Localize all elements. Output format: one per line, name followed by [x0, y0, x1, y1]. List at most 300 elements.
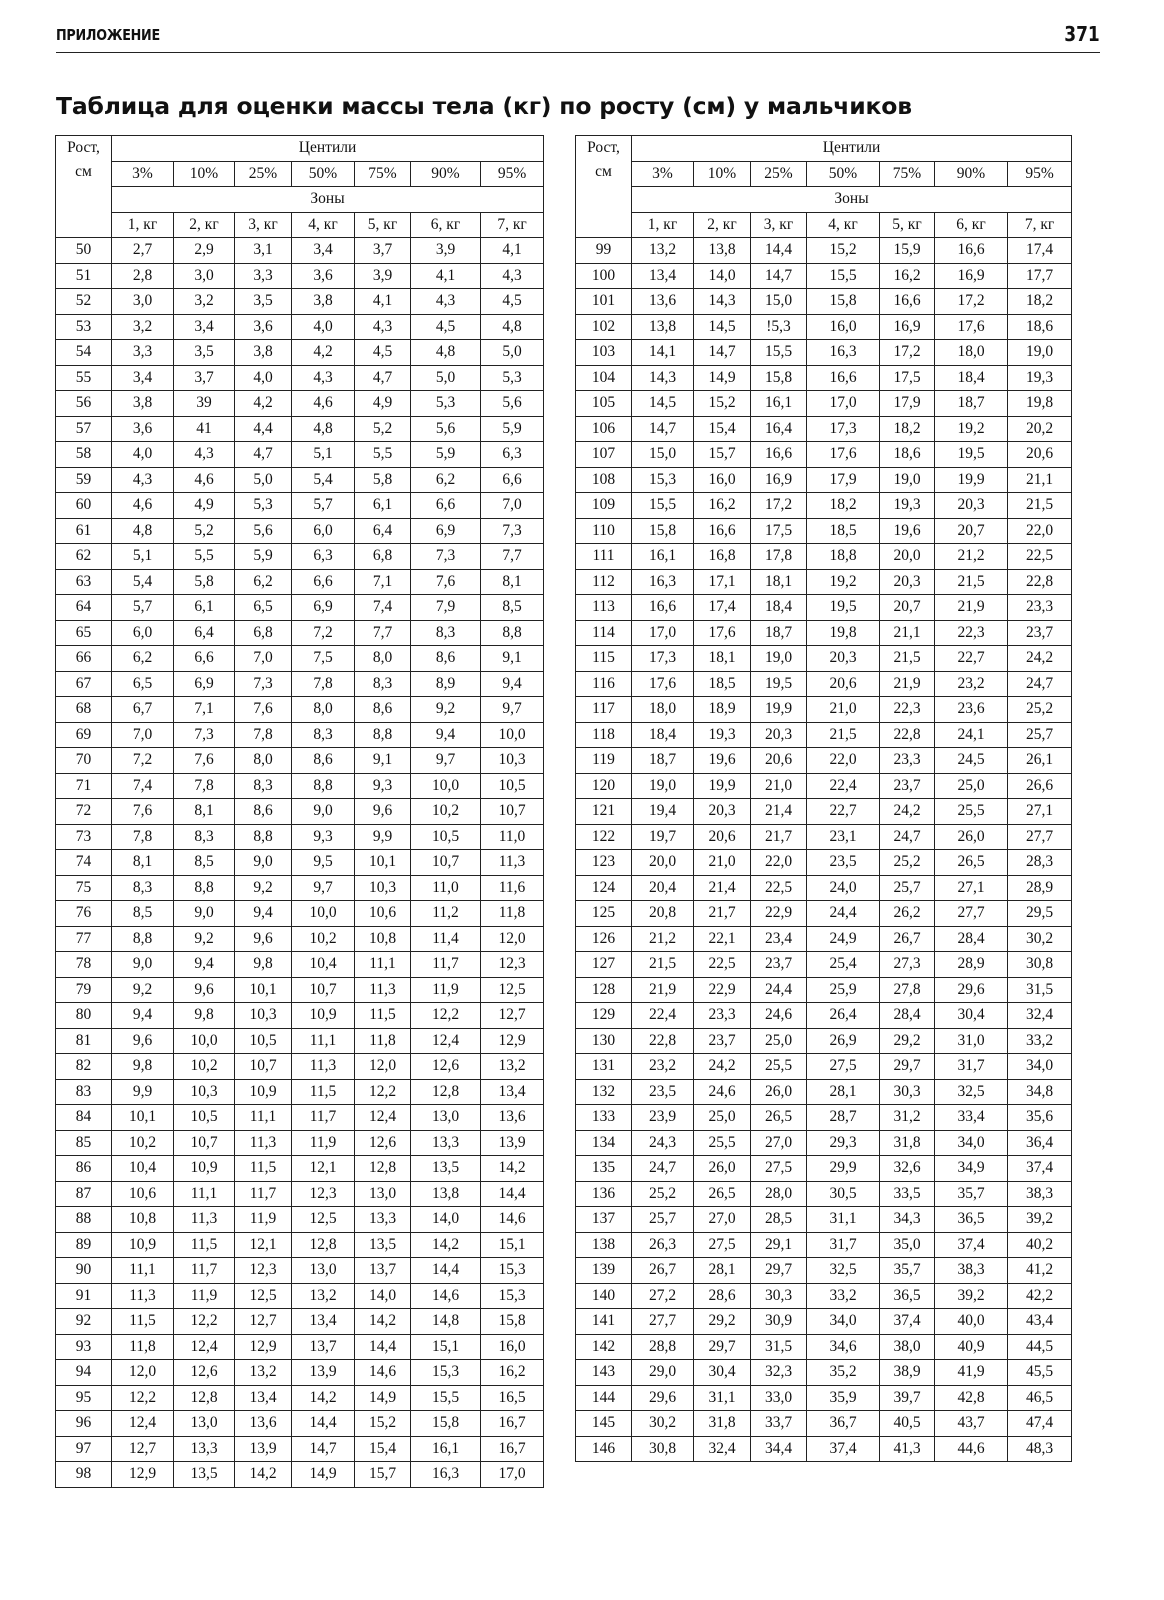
- weight-cell: 6,8: [235, 620, 292, 646]
- table-row: [576, 926, 1072, 952]
- weight-cell: 26,0: [935, 824, 1008, 850]
- weight-cell: 25,5: [751, 1054, 807, 1080]
- weight-cell: 16,6: [880, 289, 935, 315]
- weight-cell: 8,3: [174, 824, 235, 850]
- weight-cell: 18,8: [807, 544, 880, 570]
- table-row: [576, 518, 1072, 544]
- weight-cell: 13,3: [174, 1436, 235, 1462]
- weight-cell: 25,2: [880, 850, 935, 876]
- weight-cell: 30,3: [751, 1283, 807, 1309]
- weight-cell: 32,4: [1008, 1003, 1072, 1029]
- weight-cell: 8,3: [112, 875, 174, 901]
- weight-cell: 35,7: [935, 1181, 1008, 1207]
- weight-cell: 11,3: [112, 1283, 174, 1309]
- weight-cell: 4,3: [355, 314, 411, 340]
- weight-cell: 8,5: [112, 901, 174, 927]
- weight-cell: 13,7: [355, 1258, 411, 1284]
- weight-cell: 9,4: [174, 952, 235, 978]
- weight-cell: 7,7: [481, 544, 544, 570]
- centile-cell: 95%: [481, 161, 544, 187]
- weight-cell: 29,9: [807, 1156, 880, 1182]
- weight-cell: 38,0: [880, 1334, 935, 1360]
- table-row: [576, 365, 1072, 391]
- weight-cell: 9,7: [292, 875, 355, 901]
- weight-cell: 27,7: [1008, 824, 1072, 850]
- weight-cell: 23,3: [694, 1003, 751, 1029]
- table-row: [576, 1079, 1072, 1105]
- weight-cell: 34,0: [935, 1130, 1008, 1156]
- weight-cell: 10,3: [481, 748, 544, 774]
- table-row: [56, 391, 544, 417]
- weight-cell: 6,5: [112, 671, 174, 697]
- weight-cell: 8,8: [292, 773, 355, 799]
- weight-cell: 12,2: [355, 1079, 411, 1105]
- weight-cell: 16,4: [751, 416, 807, 442]
- weight-cell: 16,2: [481, 1360, 544, 1386]
- weight-cell: 13,4: [632, 263, 694, 289]
- weight-cell: 9,0: [292, 799, 355, 825]
- weight-cell: 10,7: [292, 977, 355, 1003]
- weight-cell: 5,1: [112, 544, 174, 570]
- weight-cell: 11,7: [292, 1105, 355, 1131]
- height-header: [576, 136, 632, 238]
- weight-cell: 16,0: [481, 1334, 544, 1360]
- weight-cell: 12,7: [112, 1436, 174, 1462]
- height-cell: 80: [56, 1003, 112, 1029]
- weight-cell: 9,5: [292, 850, 355, 876]
- weight-cell: 14,2: [235, 1462, 292, 1488]
- weight-cell: 22,3: [880, 697, 935, 723]
- centiles-row: [56, 161, 544, 187]
- weight-cell: 27,7: [632, 1309, 694, 1335]
- height-cell: 138: [576, 1232, 632, 1258]
- weight-cell: 12,7: [481, 1003, 544, 1029]
- weight-cell: 11,5: [292, 1079, 355, 1105]
- weight-cell: 5,4: [292, 467, 355, 493]
- height-cell: 118: [576, 722, 632, 748]
- zone-cell: 1, кг: [632, 212, 694, 238]
- weight-cell: 33,7: [751, 1411, 807, 1437]
- weight-cell: 6,1: [174, 595, 235, 621]
- weight-cell: 3,0: [112, 289, 174, 315]
- weight-cell: 10,3: [355, 875, 411, 901]
- zone-cell: 2, кг: [694, 212, 751, 238]
- weight-cell: 16,7: [481, 1436, 544, 1462]
- centile-cell: 10%: [174, 161, 235, 187]
- weight-cell: 24,9: [807, 926, 880, 952]
- height-cell: 99: [576, 238, 632, 264]
- weight-cell: 31,5: [751, 1334, 807, 1360]
- weight-cell: 15,1: [411, 1334, 481, 1360]
- height-cell: 124: [576, 875, 632, 901]
- table-row: [576, 697, 1072, 723]
- weight-cell: 12,1: [235, 1232, 292, 1258]
- weight-cell: 11,1: [112, 1258, 174, 1284]
- zone-cell: 7, кг: [481, 212, 544, 238]
- weight-cell: 16,6: [751, 442, 807, 468]
- weight-cell: 11,1: [235, 1105, 292, 1131]
- zone-cell: 6, кг: [935, 212, 1008, 238]
- weight-cell: 10,5: [174, 1105, 235, 1131]
- table-row: [56, 1079, 544, 1105]
- height-cell: 133: [576, 1105, 632, 1131]
- weight-cell: 39,7: [880, 1385, 935, 1411]
- weight-cell: 19,2: [935, 416, 1008, 442]
- weight-cell: 13,9: [235, 1436, 292, 1462]
- weight-cell: 10,7: [235, 1054, 292, 1080]
- table-row: [56, 518, 544, 544]
- weight-cell: 43,4: [1008, 1309, 1072, 1335]
- weight-cell: 48,3: [1008, 1436, 1072, 1462]
- height-cell: 139: [576, 1258, 632, 1284]
- weight-cell: 15,3: [632, 467, 694, 493]
- weight-cell: 11,5: [355, 1003, 411, 1029]
- table-row: [576, 1385, 1072, 1411]
- weight-cell: 19,9: [694, 773, 751, 799]
- weight-cell: 29,6: [935, 977, 1008, 1003]
- weight-cell: 10,8: [112, 1207, 174, 1233]
- weight-cell: 10,0: [292, 901, 355, 927]
- weight-cell: 43,7: [935, 1411, 1008, 1437]
- weight-cell: 33,0: [751, 1385, 807, 1411]
- weight-cell: 9,6: [355, 799, 411, 825]
- table-row: [56, 1258, 544, 1284]
- weight-cell: 10,1: [235, 977, 292, 1003]
- weight-cell: 39,2: [1008, 1207, 1072, 1233]
- weight-cell: 23,7: [694, 1028, 751, 1054]
- weight-cell: 4,5: [355, 340, 411, 366]
- weight-cell: 21,5: [880, 646, 935, 672]
- weight-cell: 42,2: [1008, 1283, 1072, 1309]
- height-cell: 91: [56, 1283, 112, 1309]
- weight-cell: 4,6: [112, 493, 174, 519]
- zone-cell: 3, кг: [751, 212, 807, 238]
- weight-cell: 21,0: [751, 773, 807, 799]
- weight-cell: 5,2: [174, 518, 235, 544]
- weight-cell: 5,4: [112, 569, 174, 595]
- weight-cell: 24,2: [694, 1054, 751, 1080]
- weight-cell: 14,2: [481, 1156, 544, 1182]
- table-row: [576, 850, 1072, 876]
- weight-cell: 10,7: [481, 799, 544, 825]
- table-row: [56, 1105, 544, 1131]
- weight-cell: 24,4: [751, 977, 807, 1003]
- weight-cell: 7,8: [174, 773, 235, 799]
- weight-cell: 38,3: [1008, 1181, 1072, 1207]
- zone-cell: 3, кг: [235, 212, 292, 238]
- weight-cell: 13,3: [355, 1207, 411, 1233]
- weight-cell: 10,3: [235, 1003, 292, 1029]
- weight-cell: 8,1: [481, 569, 544, 595]
- weight-cell: 26,0: [694, 1156, 751, 1182]
- table-row: [576, 646, 1072, 672]
- height-cell: 93: [56, 1334, 112, 1360]
- height-cell: 59: [56, 467, 112, 493]
- weight-cell: 26,0: [751, 1079, 807, 1105]
- weight-cell: 15,5: [807, 263, 880, 289]
- table-row: [576, 263, 1072, 289]
- weight-cell: 19,0: [751, 646, 807, 672]
- weight-cell: 15,3: [411, 1360, 481, 1386]
- weight-cell: 6,1: [355, 493, 411, 519]
- weight-cell: 10,9: [174, 1156, 235, 1182]
- height-cell: 98: [56, 1462, 112, 1488]
- weight-cell: 27,0: [694, 1207, 751, 1233]
- table-row: [56, 1283, 544, 1309]
- weight-cell: 18,4: [935, 365, 1008, 391]
- weight-cell: 12,5: [292, 1207, 355, 1233]
- weight-cell: 8,8: [112, 926, 174, 952]
- height-cell: 75: [56, 875, 112, 901]
- weight-cell: 14,7: [292, 1436, 355, 1462]
- weight-cell: 6,0: [292, 518, 355, 544]
- centiles-header: Центили: [112, 136, 544, 162]
- weight-cell: 41,3: [880, 1436, 935, 1462]
- table-row: [56, 799, 544, 825]
- weight-cell: 20,0: [632, 850, 694, 876]
- centile-cell: 25%: [235, 161, 292, 187]
- height-cell: 86: [56, 1156, 112, 1182]
- weight-cell: 9,4: [481, 671, 544, 697]
- zones-row: [576, 212, 1072, 238]
- weight-cell: 9,2: [235, 875, 292, 901]
- weight-cell: 10,7: [174, 1130, 235, 1156]
- height-cell: 103: [576, 340, 632, 366]
- weight-cell: 14,5: [694, 314, 751, 340]
- height-cell: 82: [56, 1054, 112, 1080]
- weight-cell: 14,4: [411, 1258, 481, 1284]
- height-cell: 132: [576, 1079, 632, 1105]
- weight-cell: 9,6: [235, 926, 292, 952]
- table-row: [56, 671, 544, 697]
- weight-cell: 14,7: [694, 340, 751, 366]
- weight-cell: 16,2: [694, 493, 751, 519]
- weight-cell: 7,2: [292, 620, 355, 646]
- centile-cell: 90%: [935, 161, 1008, 187]
- weight-cell: 3,2: [174, 289, 235, 315]
- weight-cell: 15,5: [632, 493, 694, 519]
- weight-cell: 31,7: [935, 1054, 1008, 1080]
- weight-cell: 14,6: [355, 1360, 411, 1386]
- weight-cell: 21,2: [935, 544, 1008, 570]
- height-header-line1: Рост,: [67, 139, 100, 156]
- weight-cell: 13,9: [481, 1130, 544, 1156]
- weight-cell: 10,1: [112, 1105, 174, 1131]
- weight-cell: 14,2: [355, 1309, 411, 1335]
- weight-cell: 12,7: [235, 1309, 292, 1335]
- weight-cell: 23,4: [751, 926, 807, 952]
- weight-cell: 5,3: [481, 365, 544, 391]
- weight-cell: 10,6: [112, 1181, 174, 1207]
- table-row: [56, 1232, 544, 1258]
- weight-cell: 35,2: [807, 1360, 880, 1386]
- weight-cell: 25,0: [751, 1028, 807, 1054]
- height-cell: 96: [56, 1411, 112, 1437]
- centile-cell: 50%: [807, 161, 880, 187]
- height-cell: 144: [576, 1385, 632, 1411]
- weight-cell: 13,4: [235, 1385, 292, 1411]
- table-row: [56, 1309, 544, 1335]
- table-row: [576, 620, 1072, 646]
- weight-cell: 8,3: [411, 620, 481, 646]
- table-row: [56, 1156, 544, 1182]
- weight-cell: 8,8: [481, 620, 544, 646]
- weight-cell: 27,0: [751, 1130, 807, 1156]
- weight-cell: 16,5: [481, 1385, 544, 1411]
- weight-cell: 6,5: [235, 595, 292, 621]
- height-cell: 108: [576, 467, 632, 493]
- height-cell: 74: [56, 850, 112, 876]
- weight-cell: 5,3: [235, 493, 292, 519]
- weight-cell: 22,5: [751, 875, 807, 901]
- weight-cell: 30,2: [1008, 926, 1072, 952]
- weight-cell: 12,2: [112, 1385, 174, 1411]
- weight-cell: 22,4: [632, 1003, 694, 1029]
- weight-cell: 34,4: [751, 1436, 807, 1462]
- weight-cell: 15,3: [481, 1283, 544, 1309]
- height-cell: 78: [56, 952, 112, 978]
- height-cell: 109: [576, 493, 632, 519]
- table-row: [576, 1309, 1072, 1335]
- weight-cell: 16,6: [935, 238, 1008, 264]
- weight-cell: 22,8: [1008, 569, 1072, 595]
- weight-cell: 29,1: [751, 1232, 807, 1258]
- table-row: [56, 314, 544, 340]
- weight-cell: 5,0: [411, 365, 481, 391]
- table-row: [56, 1462, 544, 1488]
- weight-cell: 4,0: [292, 314, 355, 340]
- weight-cell: 31,5: [1008, 977, 1072, 1003]
- weight-cell: 14,1: [632, 340, 694, 366]
- table-row: [576, 314, 1072, 340]
- weight-cell: 40,0: [935, 1309, 1008, 1335]
- height-cell: 122: [576, 824, 632, 850]
- zone-cell: 4, кг: [807, 212, 880, 238]
- table-row: [576, 1207, 1072, 1233]
- height-cell: 70: [56, 748, 112, 774]
- weight-cell: 8,8: [174, 875, 235, 901]
- weight-cell: 11,3: [174, 1207, 235, 1233]
- weight-cell: 13,0: [411, 1105, 481, 1131]
- weight-cell: 24,3: [632, 1130, 694, 1156]
- weight-cell: 20,3: [751, 722, 807, 748]
- height-cell: 67: [56, 671, 112, 697]
- weight-cell: 8,9: [411, 671, 481, 697]
- weight-cell: 10,2: [411, 799, 481, 825]
- weight-cell: 4,7: [355, 365, 411, 391]
- centile-cell: 50%: [292, 161, 355, 187]
- weight-table-right: [575, 135, 1072, 1462]
- zone-cell: 5, кг: [880, 212, 935, 238]
- weight-cell: 39: [174, 391, 235, 417]
- height-cell: 123: [576, 850, 632, 876]
- weight-cell: 14,6: [481, 1207, 544, 1233]
- weight-cell: 15,7: [694, 442, 751, 468]
- weight-cell: 13,8: [411, 1181, 481, 1207]
- weight-cell: 12,4: [411, 1028, 481, 1054]
- height-cell: 125: [576, 901, 632, 927]
- weight-cell: 22,0: [751, 850, 807, 876]
- weight-cell: 6,4: [174, 620, 235, 646]
- table-row: [576, 671, 1072, 697]
- weight-cell: 7,8: [112, 824, 174, 850]
- table-row: [56, 1130, 544, 1156]
- zones-header: Зоны: [112, 187, 544, 213]
- weight-cell: 9,2: [174, 926, 235, 952]
- height-cell: 62: [56, 544, 112, 570]
- weight-cell: 24,1: [935, 722, 1008, 748]
- weight-cell: 26,1: [1008, 748, 1072, 774]
- height-cell: 50: [56, 238, 112, 264]
- weight-cell: 3,4: [112, 365, 174, 391]
- weight-cell: 9,9: [112, 1079, 174, 1105]
- weight-cell: 10,0: [481, 722, 544, 748]
- height-cell: 107: [576, 442, 632, 468]
- weight-cell: 25,7: [632, 1207, 694, 1233]
- weight-cell: 14,0: [411, 1207, 481, 1233]
- height-cell: 84: [56, 1105, 112, 1131]
- weight-cell: 11,7: [411, 952, 481, 978]
- weight-cell: 6,6: [411, 493, 481, 519]
- zone-cell: 7, кг: [1008, 212, 1072, 238]
- table-row: [576, 238, 1072, 264]
- weight-cell: 29,2: [694, 1309, 751, 1335]
- weight-cell: 21,5: [1008, 493, 1072, 519]
- weight-cell: 4,4: [235, 416, 292, 442]
- weight-cell: 28,4: [935, 926, 1008, 952]
- weight-cell: 10,9: [112, 1232, 174, 1258]
- weight-cell: 12,0: [481, 926, 544, 952]
- weight-cell: 5,1: [292, 442, 355, 468]
- height-cell: 143: [576, 1360, 632, 1386]
- weight-cell: 8,5: [481, 595, 544, 621]
- weight-cell: 17,0: [807, 391, 880, 417]
- height-cell: 77: [56, 926, 112, 952]
- weight-cell: 19,4: [632, 799, 694, 825]
- weight-cell: 36,5: [935, 1207, 1008, 1233]
- weight-cell: 6,2: [411, 467, 481, 493]
- table-row: [576, 1258, 1072, 1284]
- height-cell: 85: [56, 1130, 112, 1156]
- weight-cell: 32,4: [694, 1436, 751, 1462]
- weight-cell: 2,7: [112, 238, 174, 264]
- weight-cell: 4,8: [292, 416, 355, 442]
- weight-cell: 9,6: [112, 1028, 174, 1054]
- table-row: [56, 926, 544, 952]
- weight-cell: 17,6: [935, 314, 1008, 340]
- table-row: [56, 1334, 544, 1360]
- weight-cell: 19,2: [807, 569, 880, 595]
- weight-cell: 22,0: [807, 748, 880, 774]
- weight-cell: 4,3: [411, 289, 481, 315]
- weight-cell: 5,6: [481, 391, 544, 417]
- weight-cell: 21,5: [935, 569, 1008, 595]
- table-row: [56, 238, 544, 264]
- weight-cell: 11,4: [411, 926, 481, 952]
- weight-cell: 13,4: [292, 1309, 355, 1335]
- table-row: [576, 1028, 1072, 1054]
- table-row: [56, 1360, 544, 1386]
- table-row: [56, 442, 544, 468]
- table-row: [56, 850, 544, 876]
- table-row: [56, 1028, 544, 1054]
- weight-cell: 11,6: [481, 875, 544, 901]
- weight-cell: 34,9: [935, 1156, 1008, 1182]
- weight-cell: 3,6: [112, 416, 174, 442]
- table-row: [576, 569, 1072, 595]
- weight-cell: 10,1: [355, 850, 411, 876]
- height-cell: 54: [56, 340, 112, 366]
